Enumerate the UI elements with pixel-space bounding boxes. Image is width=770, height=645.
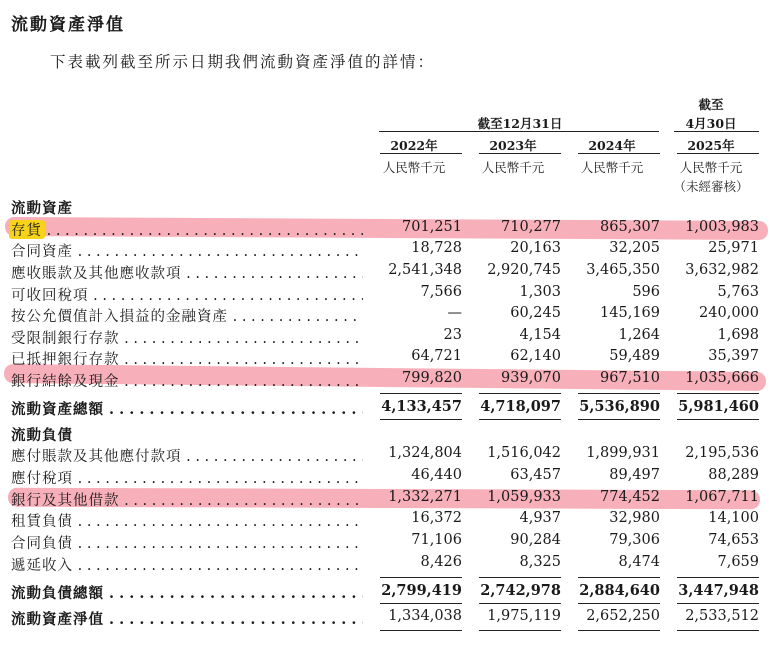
row-label: 應付賬款及其他應付款項 . . . [11,445,363,466]
cell-2022: 46,440 [411,467,462,483]
row-label: 銀行及其他借款 . . . [11,489,363,510]
cell-2025: 3,447,948 [678,582,759,599]
cell-2024: 79,306 [609,532,660,548]
cell-2024: 2,652,250 [586,608,660,624]
col4-top-label: 截至 [698,97,724,112]
cell-2022: 71,106 [411,532,462,548]
cell-2025: 240,000 [699,305,759,321]
row-label: 遞延收入 . . . [11,554,363,575]
subtotal-rule [677,577,759,578]
subtotal-rule [380,393,462,394]
cell-2024: 865,307 [600,219,660,235]
subtotal-rule [479,577,561,578]
table-row [0,424,770,446]
cell-2023: 90,284 [510,532,561,548]
subtotal-rule [479,393,561,394]
cell-2023: 1,975,119 [487,608,561,624]
cell-2024: 3,465,350 [586,262,660,278]
year-2024: 2024年 [588,138,636,153]
cell-2025: 1,035,666 [685,370,759,386]
row-label: 流動負債 [11,427,73,444]
cell-2024: 32,980 [609,510,660,526]
col4-date-label: 4月30日 [685,116,737,131]
total-rule [578,603,660,604]
year-rule-3 [578,153,660,154]
year-2022: 2022年 [390,138,438,153]
total-rule [677,603,759,604]
year-2025: 2025年 [687,138,735,153]
row-label: 流動負債總額 . . . [11,582,363,603]
cell-2022: 64,721 [411,348,462,364]
final-rule [479,630,561,631]
cell-2023: 20,163 [510,240,561,256]
table-row [0,398,770,420]
cell-2024: 145,169 [600,305,660,321]
cell-2023: 1,303 [519,284,561,300]
cell-2022: 1,334,038 [388,608,462,624]
year-rule-1 [380,153,462,154]
total-rule [677,419,759,420]
cell-2023: 1,516,042 [487,445,561,461]
cell-2022: — [447,305,462,321]
cell-2025: 7,659 [717,554,759,570]
table-row [0,608,770,630]
cell-2023: 4,718,097 [480,398,561,415]
group-header-rule [379,131,659,132]
cell-2024: 89,497 [609,467,660,483]
cell-2022: 16,372 [411,510,462,526]
cell-2024: 1,899,931 [586,445,660,461]
subtotal-rule [677,393,759,394]
cell-2025: 5,981,460 [678,398,759,415]
cell-2023: 4,937 [519,510,561,526]
cell-2022: 701,251 [402,219,462,235]
cell-2023: 2,920,745 [487,262,561,278]
cell-2023: 60,245 [510,305,561,321]
table-row [0,305,770,327]
subtotal-rule [380,577,462,578]
cell-2023: 4,154 [519,327,561,343]
cell-2022: 23 [443,327,462,343]
row-label: 可收回稅項 . . . [11,284,363,305]
table-row [0,582,770,604]
row-label: 應付稅項 . . . [11,467,363,488]
cell-2022: 799,820 [402,370,462,386]
total-rule [380,419,462,420]
table-row [0,445,770,467]
table-row [0,262,770,284]
year-rule-2 [479,153,561,154]
table-row [0,348,770,370]
cell-2025: 5,763 [717,284,759,300]
cell-2022: 8,426 [420,554,462,570]
row-label: 應收賬款及其他應收款項 . . . [11,262,363,283]
final-rule [578,630,660,631]
cell-2023: 939,070 [501,370,561,386]
subtotal-rule [578,393,660,394]
currency-2022: 人民幣千元 [382,160,446,175]
year-2023: 2023年 [489,138,537,153]
currency-2025: 人民幣千元 [679,160,743,175]
section-title: 流動資產淨值 [11,15,125,35]
unaudited-note: （未經審核） [673,179,749,194]
cell-2025: 74,653 [708,532,759,548]
cell-2025: 25,971 [708,240,759,256]
row-label: 銀行結餘及現金 . . . [11,370,363,391]
cell-2025: 88,289 [708,467,759,483]
cell-2025: 1,067,711 [685,489,759,505]
intro-text: 下表載列截至所示日期我們流動資產淨值的詳情： [50,53,436,71]
cell-2022: 1,332,271 [388,489,462,505]
cell-2025: 3,632,982 [685,262,759,278]
total-rule [479,419,561,420]
year-rule-4 [677,153,759,154]
table-row [0,489,770,511]
cell-2025: 14,100 [708,510,759,526]
row-label: 已抵押銀行存款 . . . [11,348,363,369]
row-label: 按公允價值計入損益的金融資產 . . . [11,305,363,326]
cell-2024: 2,884,640 [579,582,660,599]
cell-2024: 774,452 [600,489,660,505]
row-label: 流動資產 [11,200,73,217]
table-row [0,467,770,489]
cell-2024: 967,510 [600,370,660,386]
table-row [0,219,770,241]
cell-2025: 35,397 [708,348,759,364]
cell-2022: 2,541,348 [388,262,462,278]
cell-2023: 62,140 [510,348,561,364]
cell-2022: 7,566 [420,284,462,300]
cell-2023: 2,742,978 [480,582,561,599]
total-rule [479,603,561,604]
row-label: 存貨 . . . [11,219,363,240]
currency-2023: 人民幣千元 [481,160,545,175]
cell-2022: 2,799,419 [381,582,462,599]
subtotal-rule [578,577,660,578]
cell-2024: 1,264 [618,327,660,343]
table-row [0,327,770,349]
cell-2025: 2,195,536 [685,445,759,461]
cell-2023: 63,457 [510,467,561,483]
cell-2024: 596 [632,284,660,300]
row-label: 合同資產 . . . [11,240,363,261]
table-row [0,240,770,262]
cell-2024: 5,536,890 [579,398,660,415]
currency-2024: 人民幣千元 [580,160,644,175]
table-row [0,532,770,554]
cell-2023: 1,059,933 [487,489,561,505]
cell-2022: 18,728 [411,240,462,256]
table-row [0,197,770,219]
table-row [0,554,770,576]
cell-2022: 4,133,457 [381,398,462,415]
cell-2025: 1,003,983 [685,219,759,235]
group-date-label: 截至12月31日 [477,116,563,131]
table-row [0,284,770,306]
cell-2025: 2,533,512 [685,608,759,624]
cell-2024: 59,489 [609,348,660,364]
cell-2023: 710,277 [501,219,561,235]
row-label: 合同負債 . . . [11,532,363,553]
col4-header-rule [674,131,759,132]
total-rule [578,419,660,420]
cell-2024: 32,205 [609,240,660,256]
row-label: 流動資產總額 . . . [11,398,363,419]
total-rule [380,603,462,604]
cell-2025: 1,698 [717,327,759,343]
table-row [0,510,770,532]
cell-2023: 8,325 [519,554,561,570]
cell-2024: 8,474 [618,554,660,570]
final-rule [677,630,759,631]
row-label: 租賃負債 . . . [11,510,363,531]
row-label: 受限制銀行存款 . . . [11,327,363,348]
row-label: 流動資產淨值 . . . [11,608,363,629]
final-rule [380,630,462,631]
cell-2022: 1,324,804 [388,445,462,461]
table-row [0,370,770,392]
